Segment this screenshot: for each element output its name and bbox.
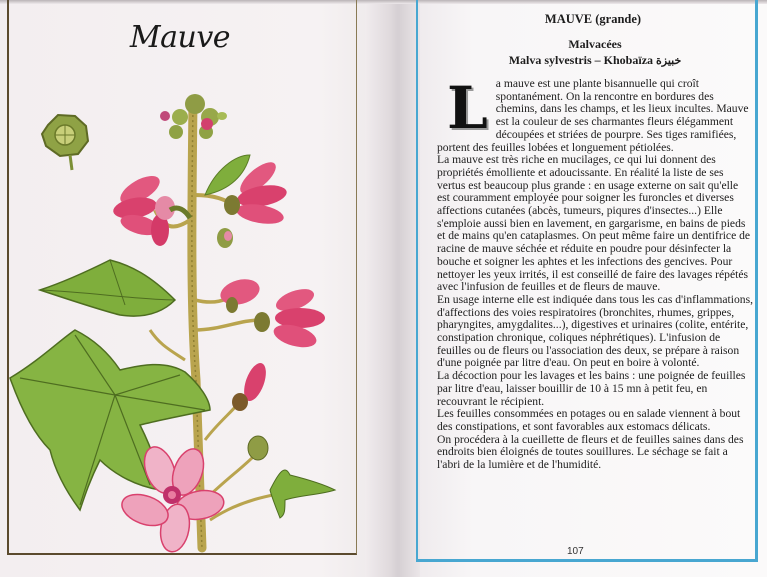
article-heading: MAUVE (grande) — [544, 12, 642, 26]
paragraph-properties: La mauve est très riche en mucilages, ce qui lui donnent des propriétés émolliente et adoucissante. En réalité la liste de ses vertus est beaucoup plus grande : en usage externe on sait qu'elle est couramment employée pour soigner les furoncles et diverses affections cutanées (abcès, tumeurs, piqures d'insectes...) Elle s'emploie aussi bien en lavement, en gargarisme, en bains de pieds et de mains qu'en cataplasmes. On peut même faire un dentifrice de racine de mauve séchée et réduite en poudre pour désinfecter la bouche et soigner les aphtes et les infections des gencives. Pour nettoyer les yeux irrités, il est conseillé de faire des lavages répétés avec l'infusion de feuilles et de fleurs de mauve. — [437, 153, 751, 294]
plant-title: Mauve — [129, 20, 231, 55]
article-body — [437, 74, 754, 472]
arabic-name: خبيزة — [656, 55, 682, 67]
drop-cap: L — [447, 74, 488, 142]
paragraph-decoction: La décoction pour les lavages et les bains : une poignée de feuilles par litre d'eau, laisser bouillir de 10 à 15 mn à petit feu, en recouvrant le récipient. — [437, 369, 746, 408]
plant-family: Malvacées — [568, 37, 622, 51]
flower-lower-right-bud — [232, 360, 270, 411]
mallow-illustration — [0, 80, 360, 560]
flower-upper-left — [112, 170, 190, 246]
article-text — [437, 12, 753, 472]
flower-middle-right — [218, 275, 325, 351]
latin-name: Malva sylvestris – Khobaïza — [508, 53, 654, 67]
book-gutter — [365, 0, 420, 577]
leaf-upper-left — [40, 260, 175, 316]
paragraph-harvest: On procédera à la cueillette de fleurs et de feuilles saines dans des endroits bien éloignés de toutes souillures. Le séchage se fait a l'abri de la lumière et de l'humidité. — [437, 432, 744, 472]
page-number: 107 — [567, 546, 584, 557]
paragraph-intro: L a mauve est une plante bisannuelle qui croît spontanément. On la rencontre en bordures des chemins, dans les champs, et les lieux incultes. Mauve est la couleur de ses charmantes fleurs élégamment découpées et striées de pourpre. Ses tiges ramifiées, portent des feuilles lobées et longuement pétiolées. — [437, 74, 749, 154]
paragraph-leaves: Les feuilles consommées en potages ou en salade viennent à bout des constipations, et sont favorables aux estomacs délicats. — [437, 407, 741, 433]
paragraph-internal-use: En usage interne elle est indiquée dans tous les cas d'inflammations, d'affections des voies respiratoires (bronchites, rhumes, grippes, pharyngites, amygdalites...), digestives et urinaires (colite, entérite, constipation chronique, coliques néphrétiques). L'infusion de feuilles ou de fleurs ou l'association des deux, se prépare à raison d'une poignée par litre d'eau. On peut en boire à volonté. — [437, 292, 754, 370]
latin-name-line — [437, 53, 753, 68]
seed-pod-icon — [42, 115, 88, 170]
